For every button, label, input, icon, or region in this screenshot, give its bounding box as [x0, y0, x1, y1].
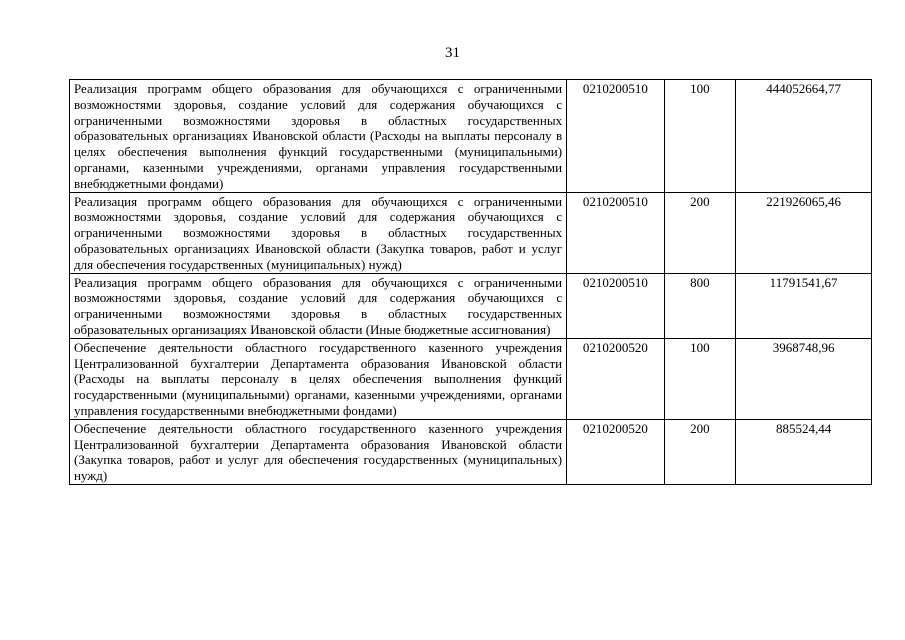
budget-table	[69, 79, 872, 485]
row-target-code: 0210200520	[567, 338, 665, 419]
row-expense-type: 200	[664, 192, 735, 273]
table-row	[70, 192, 872, 273]
row-amount: 444052664,77	[736, 80, 872, 193]
row-amount: 221926065,46	[736, 192, 872, 273]
row-target-code: 0210200510	[567, 80, 665, 193]
row-expense-type: 100	[664, 338, 735, 419]
row-target-code: 0210200510	[567, 192, 665, 273]
page-number: 31	[445, 45, 460, 61]
row-amount: 11791541,67	[736, 273, 872, 338]
row-expense-type: 200	[664, 419, 735, 484]
row-expense-type: 800	[664, 273, 735, 338]
row-target-code: 0210200520	[567, 419, 665, 484]
table-row	[70, 273, 872, 338]
row-amount: 885524,44	[736, 419, 872, 484]
row-amount: 3968748,96	[736, 338, 872, 419]
table-row	[70, 338, 872, 419]
row-expense-type: 100	[664, 80, 735, 193]
row-target-code: 0210200510	[567, 273, 665, 338]
row-description: Реализация программ общего образования для обучающихся с ограниченными возможностями здоровья, создание условий для содержания обучающихся с ограниченными возможностями здоровья в областных государственных образовательных организациях Ивановской области (Расходы на выплаты персоналу в целях обеспечения выполнения функций государственными (муниципальными) органами, казенными учреждениями, органами управления государственными внебюджетными фондами)	[70, 80, 567, 193]
row-description: Обеспечение деятельности областного государственного казенного учреждения Централизованной бухгалтерии Департамента образования Ивановской области (Закупка товаров, работ и услуг для обеспечения государственных (муниципальных) нужд)	[70, 419, 567, 484]
row-description: Реализация программ общего образования для обучающихся с ограниченными возможностями здоровья, создание условий для содержания обучающихся с ограниченными возможностями здоровья в областных государственных образовательных организациях Ивановской области (Закупка товаров, работ и услуг для обеспечения государственных (муниципальных) нужд)	[70, 192, 567, 273]
row-description: Реализация программ общего образования для обучающихся с ограниченными возможностями здоровья, создание условий для содержания обучающихся с ограниченными возможностями здоровья в областных государственных образовательных организациях Ивановской области (Иные бюджетные ассигнования)	[70, 273, 567, 338]
row-description: Обеспечение деятельности областного государственного казенного учреждения Централизованной бухгалтерии Департамента образования Ивановской области (Расходы на выплаты персоналу в целях обеспечения выполнения функций государственными (муниципальными) органами, казенными учреждениями, органами управления государственными внебюджетными фондами)	[70, 338, 567, 419]
table-row	[70, 419, 872, 484]
table-row	[70, 80, 872, 193]
